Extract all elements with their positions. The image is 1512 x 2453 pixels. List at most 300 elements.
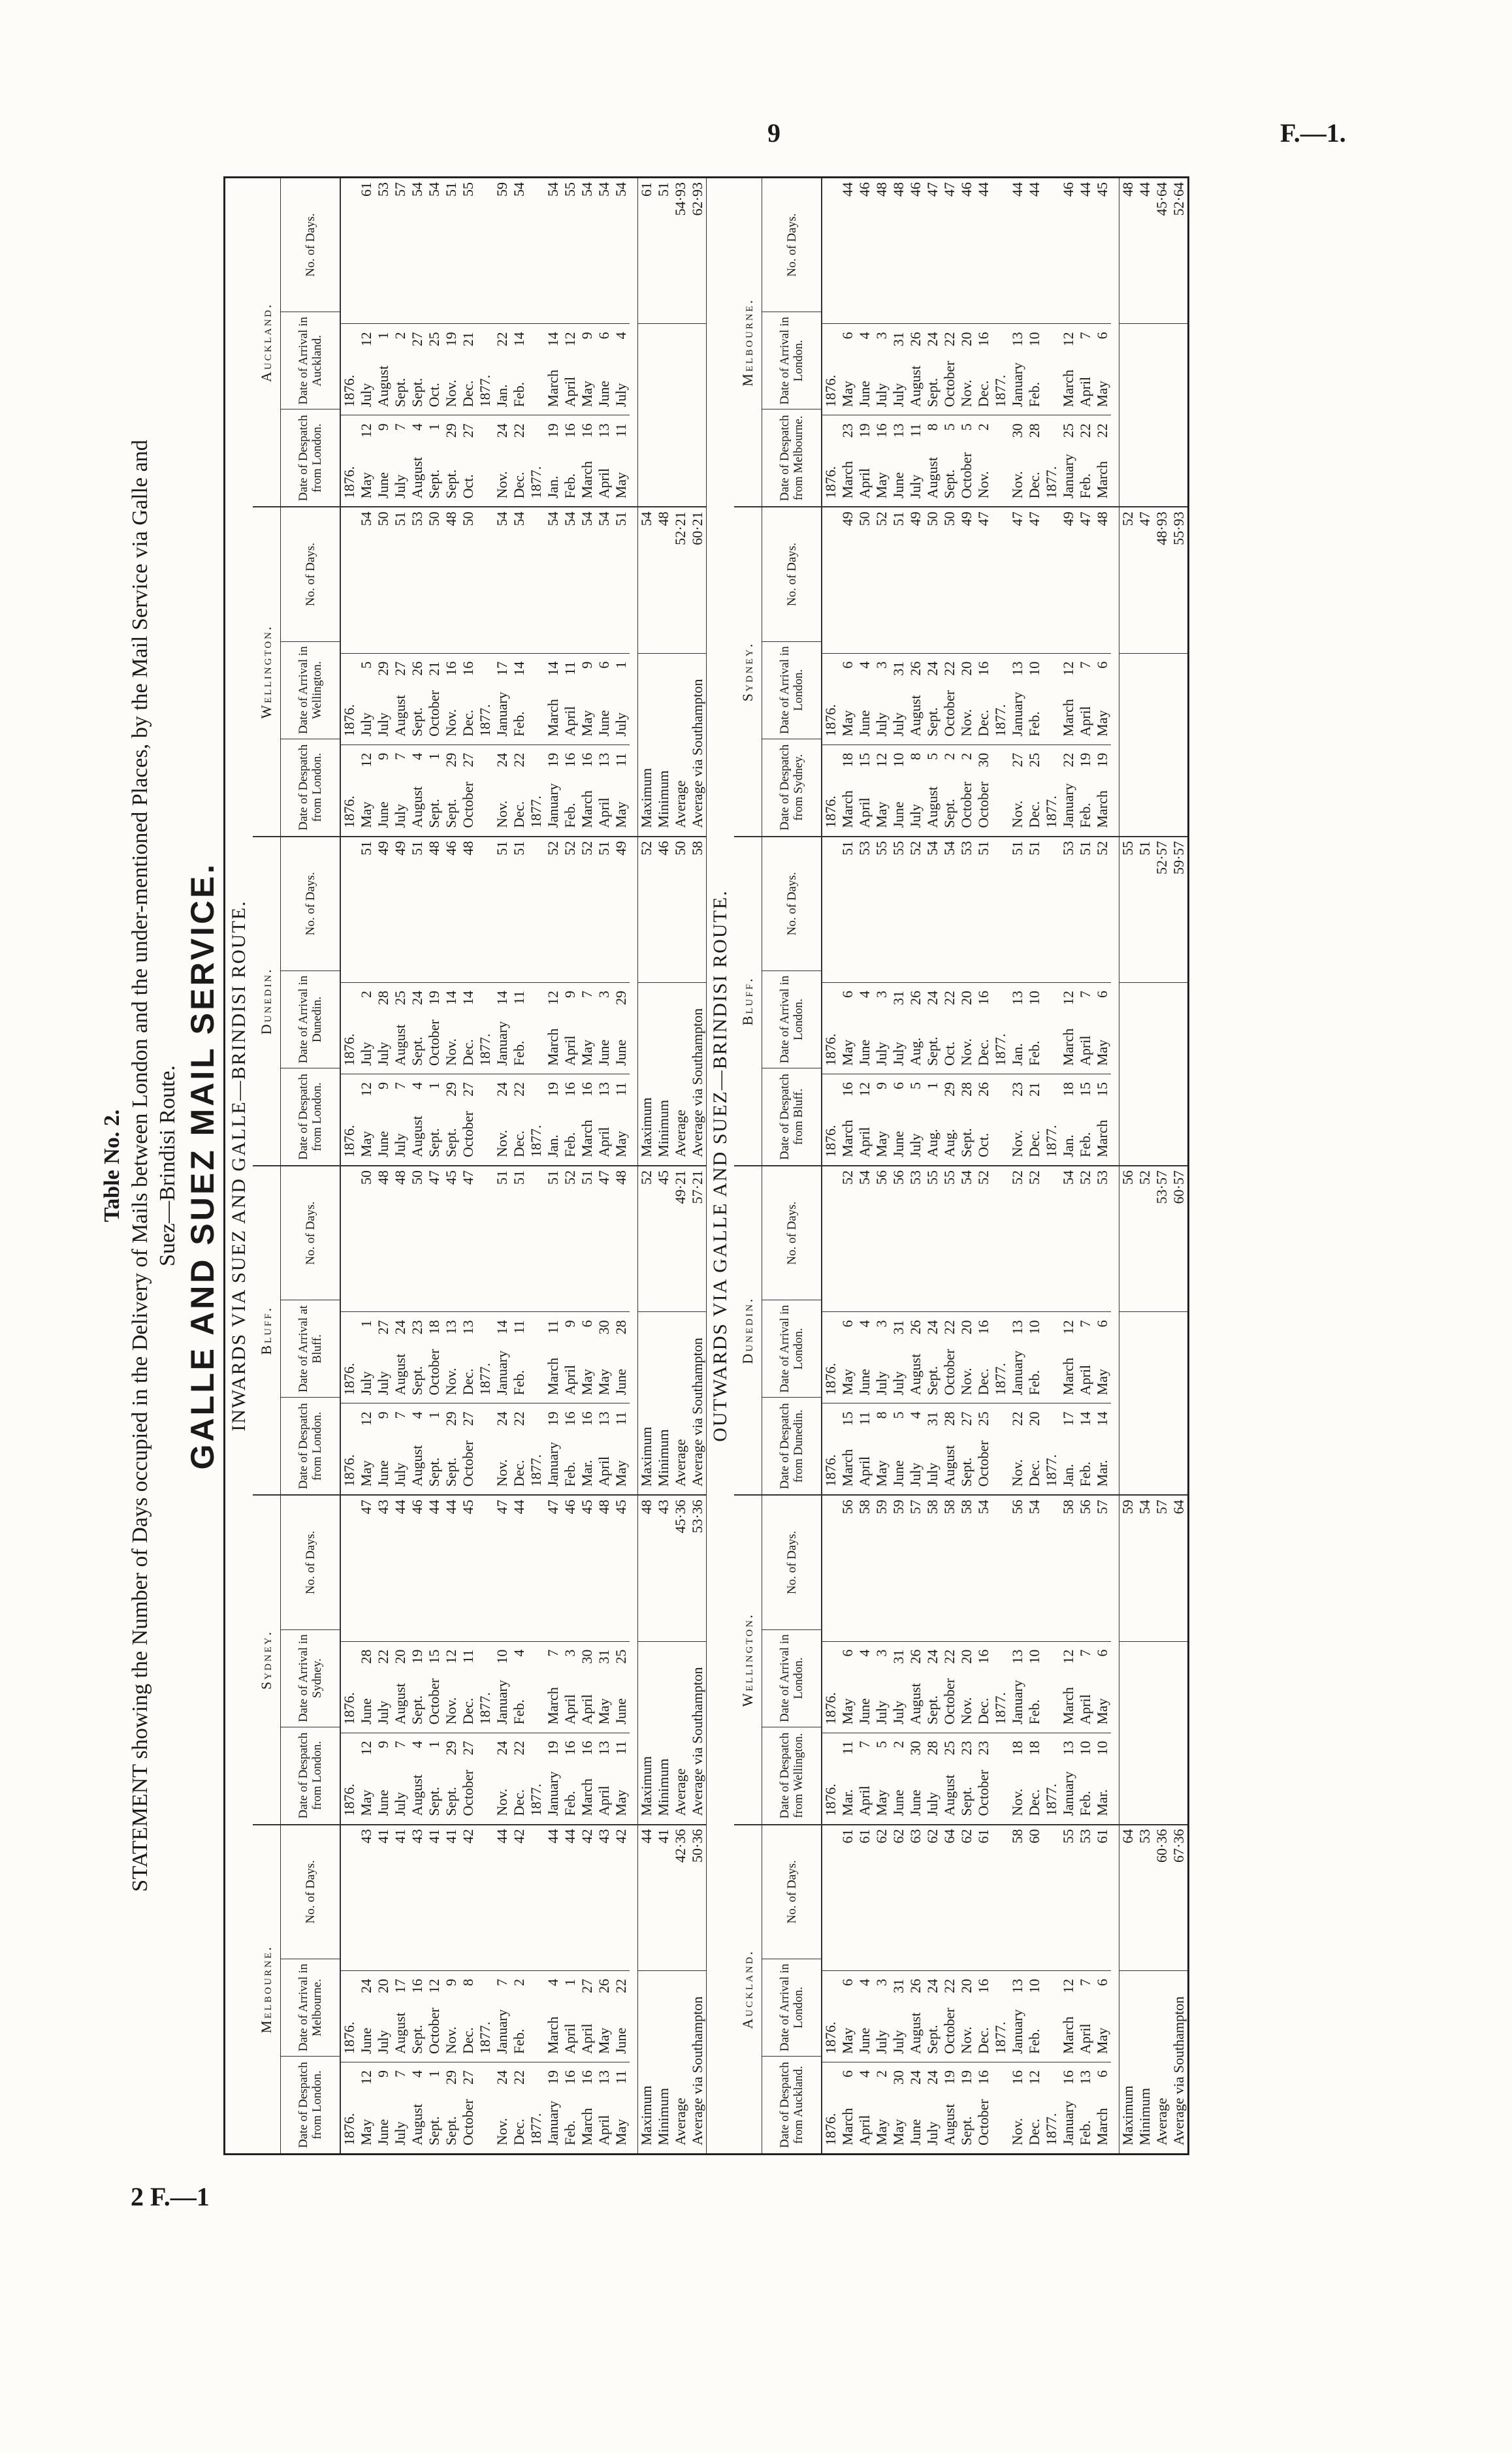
arrival-month: July [890,383,907,408]
arrival-month: June [596,381,612,408]
arrival-date [596,653,613,745]
days-count: 41 [375,1829,391,1844]
arrival-day: 27 [579,1979,595,1993]
arrival-date [511,1641,528,1733]
despatch-day [822,1737,839,1745]
days-count: 51 [443,182,459,197]
column-header: No. of Days. [784,1530,799,1595]
arrival-month: July [358,383,374,408]
despatch-date [890,2062,907,2153]
arrival-month: 1877. [477,2021,493,2054]
arrival-month: Sept. [924,1036,941,1066]
despatch-day: 19 [941,2070,957,2085]
despatch-date [460,1074,477,1165]
despatch-day: 1 [426,1082,442,1090]
despatch-day: 4 [409,2070,425,2077]
arrival-date [596,982,613,1074]
arrival-month: June [613,1039,629,1066]
despatch-month: Dec. [511,472,527,499]
arrival-month: May [579,1369,595,1396]
days-count: 52 [839,1170,856,1185]
despatch-day: 16 [579,1411,595,1426]
days-count: 58 [1009,1829,1025,1844]
arrival-day: 22 [941,1649,957,1664]
despatch-month: March [839,1449,856,1487]
despatch-date [392,1733,409,1824]
arrival-day: 12 [426,1979,442,1993]
days-count: 52 [1026,1170,1042,1185]
days-count: 46 [562,1499,578,1515]
despatch-month: Sept. [443,799,459,828]
days-count: 62 [924,1829,941,1844]
arrival-day [528,1316,545,1324]
summary-label [1170,323,1187,506]
table-row [992,1166,1009,1494]
table-row [409,1166,426,1494]
despatch-month: 1877. [1043,795,1059,828]
table-row [528,1825,545,2153]
arrival-day: 20 [958,1979,974,1993]
despatch-month: April [596,468,612,499]
despatch-date [392,745,409,836]
despatch-date [1043,2062,1060,2153]
arrival-day: 13 [1009,1320,1025,1335]
arrival-month: May [596,1698,612,1725]
table-row [613,837,630,1165]
arrival-date [409,323,426,415]
despatch-month: May [613,1460,629,1487]
despatch-day: 16 [873,423,890,438]
arrival-day: 26 [907,332,924,347]
arrival-month: 1877. [992,1362,1008,1396]
despatch-date [545,1403,562,1494]
place-column [734,178,1187,506]
summary-label-text [1119,1483,1136,1490]
days-count: 43 [409,1829,425,1844]
arrival-month: 1877. [992,374,1008,408]
summary-label [1119,982,1136,1165]
despatch-date [1094,745,1111,836]
arrival-month: January [1009,1350,1025,1396]
despatch-month: Feb. [1077,2120,1093,2145]
despatch-date [975,745,992,836]
days-count: 44 [494,1829,510,1844]
column-header: Date of Arrival in Auckland. [281,312,340,409]
arrival-day: 6 [1094,1979,1110,1986]
despatch-date [839,1403,856,1494]
table-row [613,1825,630,2153]
arrival-date [545,1641,562,1733]
arrival-month: Oct. [426,383,442,408]
arrival-day: 11 [460,1649,476,1663]
despatch-day [477,1407,494,1415]
despatch-month: January [545,1771,561,1816]
summary-row [689,1166,706,1494]
table-row [941,178,958,506]
despatch-day: 31 [924,1411,941,1426]
summary-label-text: Minimum [655,1429,671,1487]
table-row [1026,1496,1043,1823]
arrival-date [392,1970,409,2062]
column-header: No. of Days. [784,872,799,936]
arrival-date [856,982,873,1074]
table-row [545,178,562,506]
days-count: 61 [839,1829,856,1844]
days-count: 46 [409,1499,425,1515]
despatch-date [958,2062,975,2153]
table-row [341,837,358,1165]
arrival-month: May [839,2027,856,2054]
spacer [630,178,637,506]
arrival-month: June [856,710,873,737]
table-row [409,178,426,506]
arrival-day [528,1975,545,1983]
despatch-day: 12 [358,1411,374,1426]
summary-value: 43 [655,1499,671,1515]
days-count: 49 [907,511,924,526]
arrival-date [341,982,358,1074]
column-header: Date of Despatch from Bluff. [762,1068,821,1165]
days-count: 51 [511,1170,527,1185]
despatch-date [924,415,941,506]
table-row [941,1166,958,1494]
despatch-month: May [873,2119,890,2145]
despatch-date [443,415,460,506]
arrival-month: 1877. [477,1692,493,1725]
place-column [253,1824,706,2153]
table-row [992,178,1009,506]
despatch-month: May [613,1130,629,1158]
arrival-date [358,982,375,1074]
days-count [1043,1825,1060,1970]
table-row [839,507,856,835]
despatch-date [613,415,630,506]
days-count: 54 [1060,1170,1076,1185]
arrival-month: July [873,1700,890,1725]
despatch-day [1043,749,1060,757]
table-row [1026,837,1043,1165]
days-count: 57 [392,182,408,197]
arrival-month: May [579,381,595,408]
arrival-date [426,1311,443,1403]
despatch-day [822,2066,839,2074]
arrival-date [1026,1641,1043,1733]
despatch-month: Sept. [426,1457,442,1487]
despatch-day [477,749,494,757]
despatch-date [579,415,596,506]
table-row [596,1825,613,2153]
days-count: 48 [460,841,476,856]
arrival-day: 7 [1077,1320,1093,1328]
arrival-month: 1877. [992,1033,1008,1066]
despatch-day [1043,1078,1060,1086]
despatch-month: August [409,1445,425,1487]
place-name: Auckland. [253,178,281,506]
arrival-day: 16 [443,661,459,676]
despatch-date [958,1074,975,1165]
despatch-month: October [975,1440,991,1487]
days-count: 47 [596,1170,612,1185]
table-row [856,507,873,835]
despatch-month: July [392,1462,408,1487]
despatch-day: 13 [890,423,907,438]
despatch-month: January [545,1441,561,1487]
arrival-day: 2 [511,1979,527,1986]
days-count: 54 [596,511,612,526]
arrival-day: 6 [1094,1649,1110,1657]
arrival-date [375,323,392,415]
days-count: 62 [958,1829,974,1844]
arrival-day: 4 [856,991,873,999]
despatch-day: 11 [613,1082,629,1097]
summary-label-text [1136,1483,1153,1490]
arrival-month: Dec. [460,1039,476,1066]
arrival-month: July [873,383,890,408]
arrival-day: 14 [545,332,561,347]
summary-value: 62·93 [689,182,705,216]
despatch-date [494,1403,511,1494]
despatch-month: August [941,2104,957,2145]
summary-row [1170,178,1187,506]
table-row [511,837,528,1165]
arrival-date [1009,1970,1026,2062]
arrival-day: 16 [975,661,991,676]
arrival-month: October [941,2008,957,2054]
summary-label-text [1119,824,1136,832]
arrival-date [341,1311,358,1403]
place-name: Melbourne. [253,1825,281,2153]
data-rows [822,1166,1187,1494]
arrival-month: April [1077,1364,1093,1396]
arrival-month: Feb. [511,381,527,408]
despatch-month: 1876. [341,2113,357,2145]
arrival-month: Jan. [1009,1043,1025,1066]
summary-value: 57·21 [689,1170,705,1204]
days-count: 49 [392,841,408,856]
despatch-day: 22 [511,1082,527,1097]
despatch-day: 1 [426,1411,442,1419]
summary-label-text [1170,1153,1187,1161]
arrival-month: March [1060,1028,1076,1066]
despatch-month: Sept. [443,1128,459,1158]
arrival-day: 5 [358,661,374,669]
despatch-day: 16 [579,2070,595,2085]
arrival-date [443,982,460,1074]
despatch-month: Nov. [1009,1788,1025,1816]
despatch-day: 4 [856,2070,873,2077]
despatch-date [358,1403,375,1494]
despatch-date [392,2062,409,2153]
despatch-day: 16 [839,1082,856,1097]
summary-label [1153,982,1170,1165]
despatch-month: March [1094,790,1110,828]
despatch-day [528,1078,545,1086]
data-rows [822,837,1187,1165]
summary-label-text [1119,1153,1136,1161]
despatch-date [613,745,630,836]
arrival-day: 7 [494,1979,510,1986]
despatch-date [545,745,562,836]
arrival-day: 22 [941,991,957,1006]
days-count: 51 [1026,841,1042,856]
arrival-day: 13 [1009,1649,1025,1664]
despatch-date [907,1074,924,1165]
arrival-day: 22 [941,332,957,347]
table-row [1026,1166,1043,1494]
arrival-date [958,1970,975,2062]
table-row [890,178,907,506]
arrival-date [494,982,511,1074]
summary-row [672,837,689,1165]
arrival-day [822,658,839,665]
despatch-date [511,1074,528,1165]
summary-label [1153,1970,1170,2153]
despatch-month: 1876. [341,795,357,828]
days-count [341,1496,358,1641]
despatch-month: June [890,1130,907,1158]
days-count [341,507,358,652]
arrival-date [1077,982,1094,1074]
days-count: 54 [1026,1499,1042,1515]
summary-label-text: Average [1153,2098,1170,2145]
arrival-date [511,653,528,745]
arrival-day: 16 [975,1979,991,1993]
despatch-date [992,745,1009,836]
summary-block [1119,1166,1187,1494]
despatch-date [477,2062,494,2153]
despatch-month: July [907,1462,924,1487]
arrival-day: 16 [975,1320,991,1335]
arrival-day: 3 [562,1649,578,1657]
arrival-day: 12 [1060,991,1076,1006]
days-count: 44 [1026,182,1042,197]
arrival-month: July [358,1042,374,1066]
days-count: 55 [562,182,578,197]
despatch-month: 1877. [528,2113,544,2145]
arrival-month: May [1094,710,1110,737]
arrival-date [545,1311,562,1403]
arrival-day: 11 [545,1320,561,1334]
arrival-date [822,323,839,415]
arrival-month: Feb. [511,1040,527,1066]
days-count [822,837,839,982]
arrival-day: 16 [460,661,476,676]
data-rows [822,1496,1187,1823]
table-row [562,1496,579,1823]
arrival-month: August [392,695,408,737]
arrival-day: 4 [511,1649,527,1657]
despatch-month: May [873,1789,890,1816]
despatch-date [426,1733,443,1824]
spacer [630,1496,637,1823]
days-count: 53 [1077,1829,1093,1844]
arrival-month: July [873,1371,890,1396]
table-row [822,178,839,506]
table-row [1009,1825,1026,2153]
despatch-month: August [409,1774,425,1816]
table-row [890,837,907,1165]
summary-label [655,1641,672,1824]
despatch-date [528,745,545,836]
despatch-day: 9 [873,1082,890,1090]
summary-label [672,653,689,836]
despatch-day: 17 [1060,1411,1076,1426]
table-row [958,178,975,506]
arrival-month: Sept. [924,1695,941,1725]
despatch-month: October [975,1769,991,1816]
despatch-month: May [358,1789,374,1816]
despatch-day: 9 [375,2070,391,2077]
despatch-day: 25 [975,1411,991,1426]
place-column [734,1165,1187,1494]
despatch-month: May [873,801,890,828]
place-column [253,1494,706,1823]
summary-label-text: Minimum [655,1100,671,1158]
arrival-month: May [839,1698,856,1725]
summary-value: 51 [655,182,671,197]
days-count: 55 [873,841,890,856]
spacer [1111,1496,1119,1823]
despatch-date [1026,415,1043,506]
summary-label-text [1170,824,1187,832]
arrival-date [528,653,545,745]
days-count: 47 [941,182,957,197]
arrival-month: July [375,1042,391,1066]
despatch-date [907,1733,924,1824]
column-headers [281,1825,341,2153]
arrival-date [477,982,494,1074]
despatch-day: 13 [596,1740,612,1756]
table-row [1043,178,1060,506]
column-header: No. of Days. [784,1860,799,1924]
arrival-date [477,1311,494,1403]
days-count: 54 [511,182,527,197]
arrival-day [477,658,494,665]
table-row [873,1825,890,2153]
arrival-day [992,1316,1009,1324]
summary-value: 48 [1119,182,1136,197]
arrival-date [596,1641,613,1733]
despatch-day: 12 [856,1082,873,1097]
column-header: No. of Days. [303,1201,317,1265]
despatch-month: July [907,804,924,828]
arrival-month: March [545,369,561,408]
arrival-day: 18 [426,1320,442,1335]
despatch-month: July [907,1133,924,1158]
despatch-month: 1877. [528,795,544,828]
table-row [545,837,562,1165]
page-number: 9 [767,118,780,148]
arrival-month: March [1060,2016,1076,2054]
despatch-month: Sept. [958,1787,974,1816]
days-count: 61 [358,182,374,197]
arrival-day: 9 [562,991,578,999]
arrival-day: 7 [1077,332,1093,340]
despatch-month: 1876. [341,466,357,499]
table-row [924,507,941,835]
despatch-day: 24 [494,1411,510,1426]
summary-label [638,1311,655,1494]
summary-value: 60·21 [689,511,705,545]
table-row [856,837,873,1165]
arrival-month: June [596,1039,612,1066]
despatch-date [1077,745,1094,836]
arrival-date [992,323,1009,415]
arrival-date [839,653,856,745]
arrival-day: 16 [409,1979,425,1993]
arrival-date [856,1641,873,1733]
statement-line-2: Suez—Brindisi Route. [155,1065,180,1266]
